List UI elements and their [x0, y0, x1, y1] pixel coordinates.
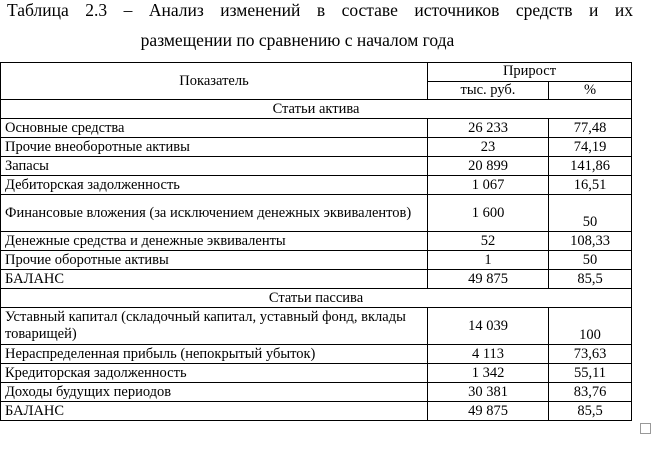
caption-word: средств — [515, 0, 573, 20]
row-name: Прочие внеоборотные активы — [1, 138, 428, 157]
row-pct: 74,19 — [549, 138, 632, 157]
row-abs: 1 067 — [428, 176, 549, 195]
caption-word: Анализ — [148, 0, 204, 20]
row-name: Нераспределенная прибыль (непокрытый убыток) — [1, 345, 428, 364]
row-pct: 77,48 — [549, 119, 632, 138]
row-pct: 83,76 — [549, 383, 632, 402]
table-row — [1, 345, 632, 364]
table-row — [1, 364, 632, 383]
caption-word: – — [123, 0, 133, 20]
row-pct: 55,11 — [549, 364, 632, 383]
header-pct: % — [549, 81, 632, 100]
table-row — [1, 176, 632, 195]
header-indicator: Показатель — [1, 63, 428, 100]
table-caption-line-2: размещении по сравнению с началом года — [140, 30, 455, 50]
row-name: Денежные средства и денежные эквиваленты — [1, 232, 428, 251]
section-row-liabilities — [1, 289, 632, 308]
row-abs: 1 342 — [428, 364, 549, 383]
row-abs: 1 — [428, 251, 549, 270]
row-pct: 73,63 — [549, 345, 632, 364]
row-abs: 49 875 — [428, 270, 549, 289]
balance-analysis-table — [0, 62, 632, 421]
row-name: БАЛАНС — [1, 270, 428, 289]
caption-word: Таблица — [7, 0, 69, 20]
caption-word: в — [316, 0, 326, 20]
table-caption-line-1 — [7, 0, 633, 20]
row-pct: 108,33 — [549, 232, 632, 251]
row-name: Дебиторская задолженность — [1, 176, 428, 195]
row-abs: 23 — [428, 138, 549, 157]
row-abs: 30 381 — [428, 383, 549, 402]
row-name: БАЛАНС — [1, 402, 428, 421]
row-name: Доходы будущих периодов — [1, 383, 428, 402]
row-pct: 50 — [549, 251, 632, 270]
table-row — [1, 251, 632, 270]
table-row — [1, 383, 632, 402]
table-row — [1, 119, 632, 138]
row-abs: 14 039 — [428, 308, 549, 345]
row-pct: 100 — [549, 308, 632, 345]
header-abs: тыс. руб. — [428, 81, 549, 100]
row-abs: 52 — [428, 232, 549, 251]
row-abs: 20 899 — [428, 157, 549, 176]
caption-word: и — [588, 0, 599, 20]
table-row-total — [1, 270, 632, 289]
row-pct: 85,5 — [549, 402, 632, 421]
row-pct: 85,5 — [549, 270, 632, 289]
table-row-total — [1, 402, 632, 421]
caption-word: 2.3 — [85, 0, 108, 20]
row-abs: 4 113 — [428, 345, 549, 364]
section-title-assets: Статьи актива — [1, 100, 632, 119]
caption-word: изменений — [220, 0, 301, 20]
section-title-liabilities: Статьи пассива — [1, 289, 632, 308]
row-abs: 1 600 — [428, 195, 549, 232]
table-row — [1, 308, 632, 345]
row-name: Уставный капитал (складочный капитал, уставный фонд, вклады товарищей) — [1, 308, 428, 345]
row-name: Запасы — [1, 157, 428, 176]
table-row — [1, 232, 632, 251]
caption-word: составе — [341, 0, 398, 20]
row-name: Финансовые вложения (за исключением денежных эквивалентов) — [1, 195, 428, 232]
row-abs: 49 875 — [428, 402, 549, 421]
row-pct: 141,86 — [549, 157, 632, 176]
table-row — [1, 157, 632, 176]
section-row-assets — [1, 100, 632, 119]
row-pct: 16,51 — [549, 176, 632, 195]
row-pct: 50 — [549, 195, 632, 232]
caption-word: их — [614, 0, 633, 20]
row-name: Основные средства — [1, 119, 428, 138]
row-name: Прочие оборотные активы — [1, 251, 428, 270]
caption-word: источников — [414, 0, 500, 20]
header-growth: Прирост — [428, 63, 632, 82]
row-name: Кредиторская задолженность — [1, 364, 428, 383]
table-resize-handle[interactable] — [640, 423, 651, 434]
table-row — [1, 138, 632, 157]
table-row — [1, 195, 632, 232]
row-abs: 26 233 — [428, 119, 549, 138]
